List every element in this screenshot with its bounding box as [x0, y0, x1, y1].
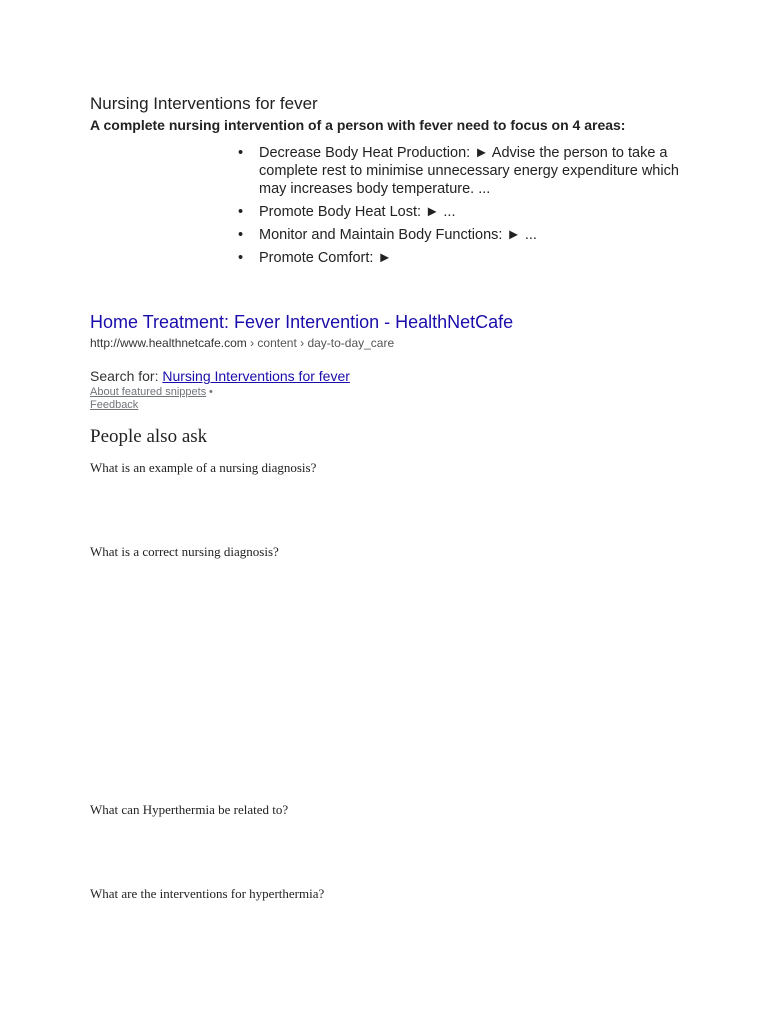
question-item[interactable]: What is an example of a nursing diagnosis? [90, 460, 317, 475]
bullet-icon: • [238, 204, 244, 220]
result-url-host: http://www.healthnetcafe.com [90, 336, 247, 350]
question-item[interactable]: What can Hyperthermia be related to? [90, 802, 289, 817]
bullet-icon: • [238, 145, 244, 161]
separator-dot: • [209, 386, 213, 398]
list-item [236, 203, 679, 221]
snippet-title: Nursing Interventions for fever [90, 94, 318, 113]
list-item [236, 226, 679, 244]
question-item[interactable]: What are the interventions for hyperthermia? [90, 886, 325, 901]
result-url [90, 336, 394, 350]
list-item [236, 249, 679, 267]
list-item-text: Promote Comfort: ► [259, 250, 392, 266]
list-item-text: Decrease Body Heat Production: ► Advise the person to take a complete rest to minimise unnecessary energy expenditure which may increases body temperature. ... [259, 145, 679, 197]
snippet-bullet-list [236, 144, 679, 272]
list-item [236, 144, 679, 198]
search-for-link[interactable]: Nursing Interventions for fever [162, 368, 350, 384]
result-title-link[interactable]: Home Treatment: Fever Intervention - HealthNetCafe [90, 312, 514, 332]
people-also-ask-heading: People also ask [90, 426, 208, 447]
list-item-text: Promote Body Heat Lost: ► ... [259, 204, 456, 220]
bullet-icon: • [238, 250, 244, 266]
list-item-text: Monitor and Maintain Body Functions: ► ... [259, 227, 537, 243]
question-item[interactable]: What is a correct nursing diagnosis? [90, 544, 279, 559]
snippet-subtitle: A complete nursing intervention of a person with fever need to focus on 4 areas: [90, 117, 626, 133]
about-featured-snippets-link[interactable]: About featured snippets [90, 386, 207, 398]
result-url-path: › content › day-to-day_care [246, 336, 395, 350]
bullet-icon: • [238, 227, 244, 243]
feedback-link[interactable]: Feedback [90, 399, 139, 411]
search-for [90, 368, 350, 384]
search-for-label: Search for: [90, 368, 163, 384]
